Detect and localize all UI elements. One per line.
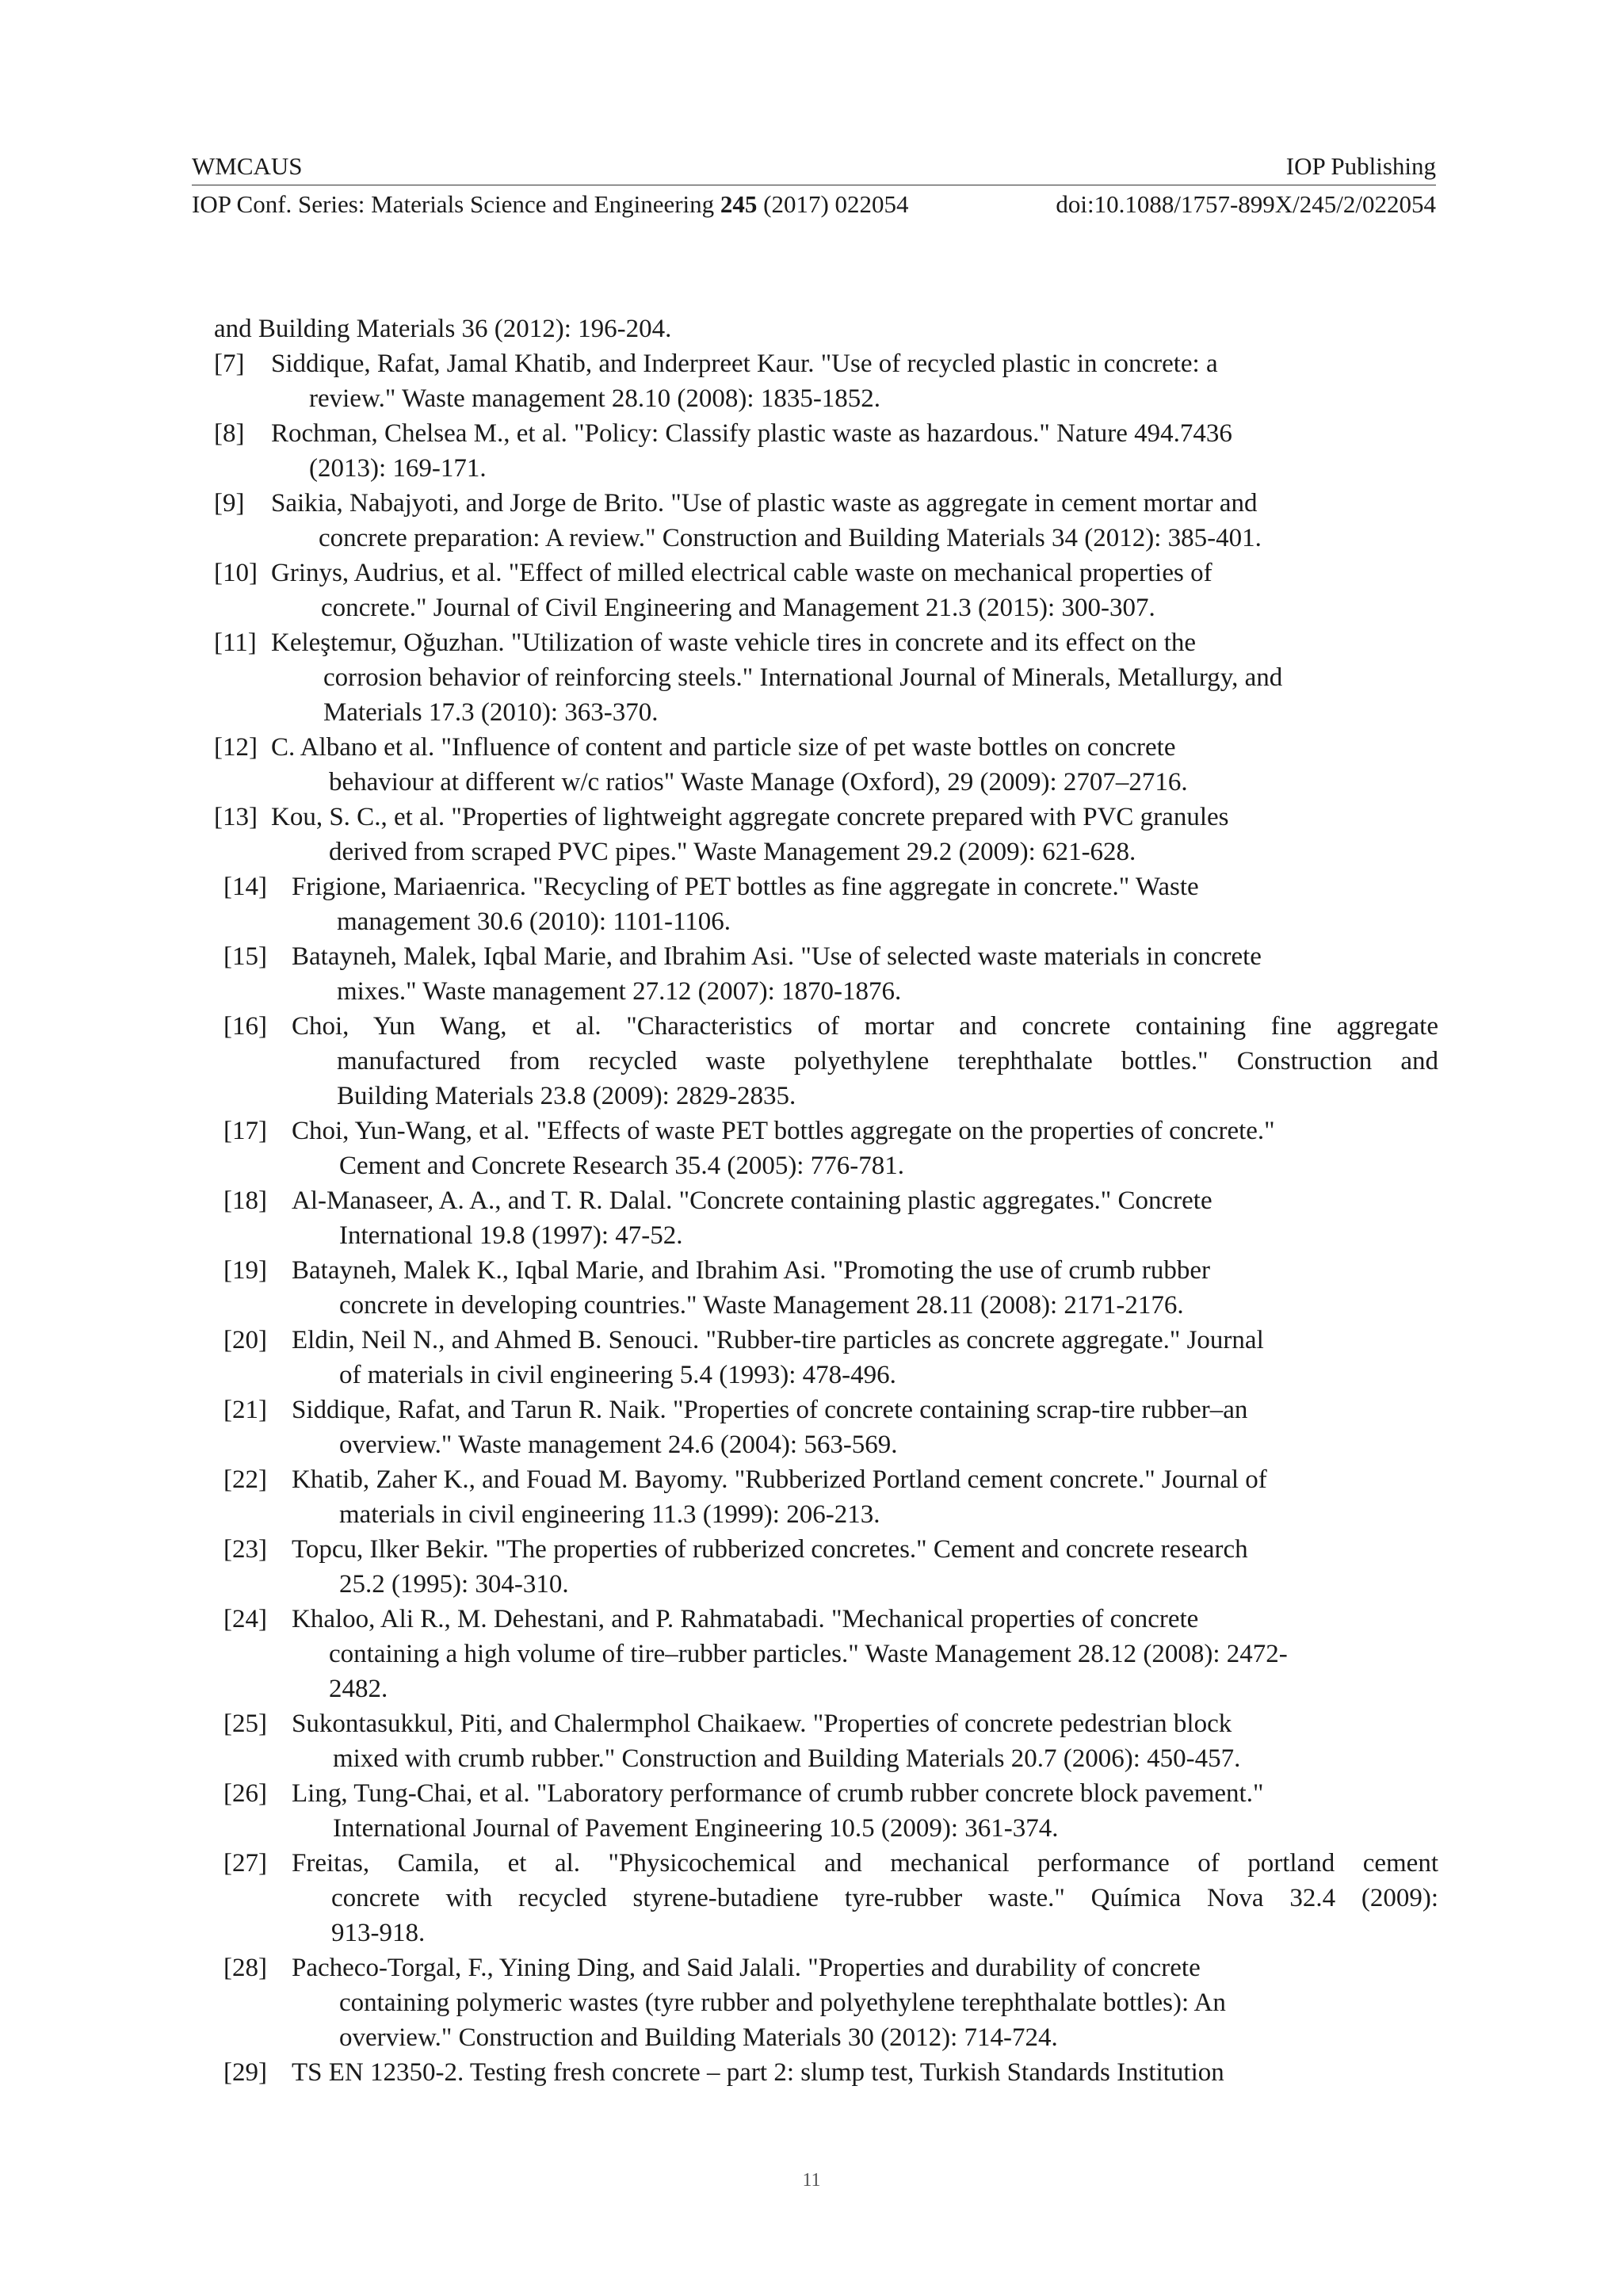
reference-line (214, 1776, 1438, 1811)
reference-entry (214, 1392, 1438, 1462)
reference-text: 913-918. (331, 1919, 426, 1947)
reference-text: management 30.6 (2010): 1101-1106. (337, 907, 731, 936)
reference-line (214, 556, 1438, 590)
reference-text: 25.2 (1995): 304-310. (339, 1570, 569, 1599)
series-citation (192, 189, 909, 220)
reference-number: [20] (223, 1326, 267, 1354)
reference-line (214, 869, 1438, 904)
reference-line (214, 1950, 1438, 1985)
reference-line (214, 939, 1438, 974)
reference-line (214, 1183, 1438, 1218)
reference-text: TS EN 12350-2. Testing fresh concrete – part 2: slump test, Turkish Standards Institution (292, 2058, 1224, 2087)
reference-text: Freitas, Camila, et al. "Physicochemical and mechanical performance of portland cement (292, 1849, 1438, 1878)
reference-line (214, 765, 1438, 800)
reference-line (214, 974, 1438, 1009)
reference-text: Frigione, Mariaenrica. "Recycling of PET bottles as fine aggregate in concrete." Waste (292, 873, 1199, 901)
reference-entry (214, 1009, 1438, 1114)
reference-text: containing polymeric wastes (tyre rubber and polyethylene terephthalate bottles): An (339, 1988, 1226, 2017)
reference-text: mixed with crumb rubber." Construction and Building Materials 20.7 (2006): 450-457. (333, 1744, 1241, 1773)
reference-text: Eldin, Neil N., and Ahmed B. Senouci. "Rubber-tire particles as concrete aggregate." Journal (292, 1326, 1264, 1354)
reference-line (214, 1009, 1438, 1044)
reference-text: behaviour at different w/c ratios" Waste Manage (Oxford), 29 (2009): 2707–2716. (329, 768, 1188, 797)
reference-number: [25] (223, 1710, 267, 1738)
reference-line (214, 1462, 1438, 1497)
reference-number: [9] (214, 489, 245, 518)
reference-text: concrete with recycled styrene-butadiene tyre-rubber waste." Química Nova 32.4 (2009): (331, 1884, 1438, 1912)
reference-text: Siddique, Rafat, Jamal Khatib, and Inderpreet Kaur. "Use of recycled plastic in concrete: a (271, 350, 1218, 378)
reference-number: [17] (223, 1117, 267, 1145)
reference-line (214, 1323, 1438, 1358)
reference-text: Building Materials 23.8 (2009): 2829-2835. (337, 1082, 796, 1110)
reference-text: overview." Construction and Building Materials 30 (2012): 714-724. (339, 2023, 1058, 2052)
reference-line (214, 1741, 1438, 1776)
reference-text: concrete in developing countries." Waste Management 28.11 (2008): 2171-2176. (339, 1291, 1184, 1320)
reference-text: Khaloo, Ali R., M. Dehestani, and P. Rahmatabadi. "Mechanical properties of concrete (292, 1605, 1199, 1633)
reference-line (214, 1532, 1438, 1567)
reference-text: C. Albano et al. "Influence of content and particle size of pet waste bottles on concrete (271, 733, 1176, 762)
reference-number: [22] (223, 1465, 267, 1494)
reference-text: containing a high volume of tire–rubber particles." Waste Management 28.12 (2008): 2472- (329, 1640, 1288, 1668)
reference-number: [12] (214, 733, 258, 762)
reference-line (214, 311, 1438, 346)
reference-number: [19] (223, 1256, 267, 1285)
reference-entry (214, 1846, 1438, 1950)
reference-entry (214, 939, 1438, 1009)
reference-text: Saikia, Nabajyoti, and Jorge de Brito. "Use of plastic waste as aggregate in cement mortar and (271, 489, 1258, 518)
reference-entry (214, 1776, 1438, 1846)
reference-text: manufactured from recycled waste polyethylene terephthalate bottles." Construction and (337, 1047, 1438, 1075)
reference-text: Choi, Yun Wang, et al. "Characteristics of mortar and concrete containing fine aggregate (292, 1012, 1438, 1041)
reference-entry (214, 1532, 1438, 1602)
reference-line (214, 904, 1438, 939)
reference-entry (214, 1114, 1438, 1183)
volume-number: 245 (720, 190, 758, 218)
reference-text: overview." Waste management 24.6 (2004): 563-569. (339, 1431, 898, 1459)
reference-text: Rochman, Chelsea M., et al. "Policy: Classify plastic waste as hazardous." Nature 494.7436 (271, 419, 1232, 448)
reference-text: (2013): 169-171. (309, 454, 487, 483)
reference-text: Grinys, Audrius, et al. "Effect of milled electrical cable waste on mechanical properties of (271, 559, 1212, 587)
reference-text: Cement and Concrete Research 35.4 (2005): 776-781. (339, 1152, 904, 1180)
reference-line (214, 1148, 1438, 1183)
reference-number: [26] (223, 1779, 267, 1808)
reference-entry (214, 1462, 1438, 1532)
reference-text: Topcu, Ilker Bekir. "The properties of rubberized concretes." Cement and concrete research (292, 1535, 1248, 1564)
reference-line (214, 660, 1438, 695)
doi-text: doi:10.1088/1757-899X/245/2/022054 (1056, 190, 1436, 218)
series-suffix: (2017) 022054 (763, 190, 909, 218)
reference-number: [23] (223, 1535, 267, 1564)
reference-text: of materials in civil engineering 5.4 (1993): 478-496. (339, 1361, 896, 1389)
reference-text: Batayneh, Malek K., Iqbal Marie, and Ibrahim Asi. "Promoting the use of crumb rubber (292, 1256, 1211, 1285)
reference-line (214, 2055, 1438, 2090)
reference-line (214, 1985, 1438, 2020)
reference-line (214, 1846, 1438, 1881)
reference-line (214, 1253, 1438, 1288)
reference-entry (214, 556, 1438, 625)
header-top-row (192, 151, 1436, 185)
reference-line (214, 1671, 1438, 1706)
reference-text: concrete preparation: A review." Construction and Building Materials 34 (2012): 385-401. (319, 524, 1262, 552)
reference-text: Sukontasukkul, Piti, and Chalermphol Chaikaew. "Properties of concrete pedestrian block (292, 1710, 1232, 1738)
reference-text: Pacheco-Torgal, F., Yining Ding, and Said Jalali. "Properties and durability of concrete (292, 1954, 1201, 1982)
reference-text: materials in civil engineering 11.3 (1999): 206-213. (339, 1500, 880, 1529)
reference-text: Materials 17.3 (2010): 363-370. (323, 698, 659, 727)
reference-entry (214, 311, 1438, 346)
reference-text: Kou, S. C., et al. "Properties of lightweight aggregate concrete prepared with PVC granules (271, 803, 1229, 831)
conference-name: WMCAUS (192, 152, 303, 180)
reference-entry (214, 1706, 1438, 1776)
reference-entry (214, 1602, 1438, 1706)
reference-line (214, 1602, 1438, 1637)
reference-line (214, 451, 1438, 486)
page-number: 11 (802, 2170, 821, 2191)
reference-text: 2482. (329, 1675, 388, 1703)
reference-number: [28] (223, 1954, 267, 1982)
reference-line (214, 1218, 1438, 1253)
reference-line (214, 1637, 1438, 1671)
reference-line (214, 1392, 1438, 1427)
reference-line (214, 1497, 1438, 1532)
reference-entry (214, 1253, 1438, 1323)
reference-number: [15] (223, 942, 267, 971)
reference-text: review." Waste management 28.10 (2008): 1835-1852. (309, 384, 881, 413)
reference-line (214, 486, 1438, 521)
reference-entry (214, 625, 1438, 730)
reference-line (214, 1706, 1438, 1741)
reference-number: [7] (214, 350, 245, 378)
reference-text: International 19.8 (1997): 47-52. (339, 1221, 683, 1250)
reference-number: [14] (223, 873, 267, 901)
series-prefix: IOP Conf. Series: Materials Science and Engineering (192, 190, 715, 218)
reference-line (214, 1916, 1438, 1950)
reference-list (214, 311, 1438, 2090)
reference-line (214, 1114, 1438, 1148)
page-header (192, 151, 1436, 220)
reference-entry (214, 346, 1438, 416)
reference-line (214, 1811, 1438, 1846)
reference-text: Choi, Yun-Wang, et al. "Effects of waste PET bottles aggregate on the properties of concrete." (292, 1117, 1275, 1145)
reference-line (214, 1427, 1438, 1462)
reference-line (214, 381, 1438, 416)
reference-entry (214, 800, 1438, 869)
reference-entry (214, 1323, 1438, 1392)
header-citation-row (192, 189, 1436, 220)
reference-text: Keleştemur, Oğuzhan. "Utilization of waste vehicle tires in concrete and its effect on the (271, 628, 1197, 657)
reference-number: [10] (214, 559, 258, 587)
reference-line (214, 521, 1438, 556)
reference-text: International Journal of Pavement Engineering 10.5 (2009): 361-374. (333, 1814, 1059, 1843)
reference-number: [21] (223, 1396, 267, 1424)
reference-entry (214, 869, 1438, 939)
reference-number: [11] (214, 628, 257, 657)
reference-entry (214, 730, 1438, 800)
reference-number: [24] (223, 1605, 267, 1633)
reference-entry (214, 486, 1438, 556)
reference-text: concrete." Journal of Civil Engineering and Management 21.3 (2015): 300-307. (321, 594, 1155, 622)
reference-line (214, 2020, 1438, 2055)
reference-text: Siddique, Rafat, and Tarun R. Naik. "Properties of concrete containing scrap-tire rubber–an (292, 1396, 1248, 1424)
reference-line (214, 800, 1438, 835)
reference-text: mixes." Waste management 27.12 (2007): 1870-1876. (337, 977, 902, 1006)
reference-line (214, 1358, 1438, 1392)
reference-line (214, 625, 1438, 660)
reference-line (214, 1288, 1438, 1323)
reference-text: Al-Manaseer, A. A., and T. R. Dalal. "Concrete containing plastic aggregates." Concrete (292, 1186, 1212, 1215)
reference-line (214, 590, 1438, 625)
publisher-name: IOP Publishing (1285, 152, 1436, 180)
reference-text: derived from scraped PVC pipes." Waste Management 29.2 (2009): 621-628. (329, 838, 1136, 866)
reference-line (214, 1044, 1438, 1079)
reference-number: [16] (223, 1012, 267, 1041)
reference-number: [13] (214, 803, 258, 831)
reference-line (214, 346, 1438, 381)
reference-text: Khatib, Zaher K., and Fouad M. Bayomy. "Rubberized Portland cement concrete." Journal of (292, 1465, 1267, 1494)
reference-entry (214, 1183, 1438, 1253)
reference-text: and Building Materials 36 (2012): 196-204. (214, 315, 672, 343)
reference-entry (214, 2055, 1438, 2090)
reference-line (214, 695, 1438, 730)
reference-line (214, 1567, 1438, 1602)
reference-line (214, 416, 1438, 451)
reference-entry (214, 1950, 1438, 2055)
reference-text: Batayneh, Malek, Iqbal Marie, and Ibrahim Asi. "Use of selected waste materials in concrete (292, 942, 1262, 971)
reference-text: Ling, Tung-Chai, et al. "Laboratory performance of crumb rubber concrete block pavement." (292, 1779, 1264, 1808)
reference-entry (214, 416, 1438, 486)
reference-line (214, 1079, 1438, 1114)
reference-line (214, 1881, 1438, 1916)
reference-line (214, 835, 1438, 869)
reference-line (214, 730, 1438, 765)
reference-number: [27] (223, 1849, 267, 1878)
reference-number: [18] (223, 1186, 267, 1215)
reference-number: [29] (223, 2058, 267, 2087)
reference-text: corrosion behavior of reinforcing steels." International Journal of Minerals, Metallurgy, and (323, 663, 1283, 692)
reference-number: [8] (214, 419, 245, 448)
